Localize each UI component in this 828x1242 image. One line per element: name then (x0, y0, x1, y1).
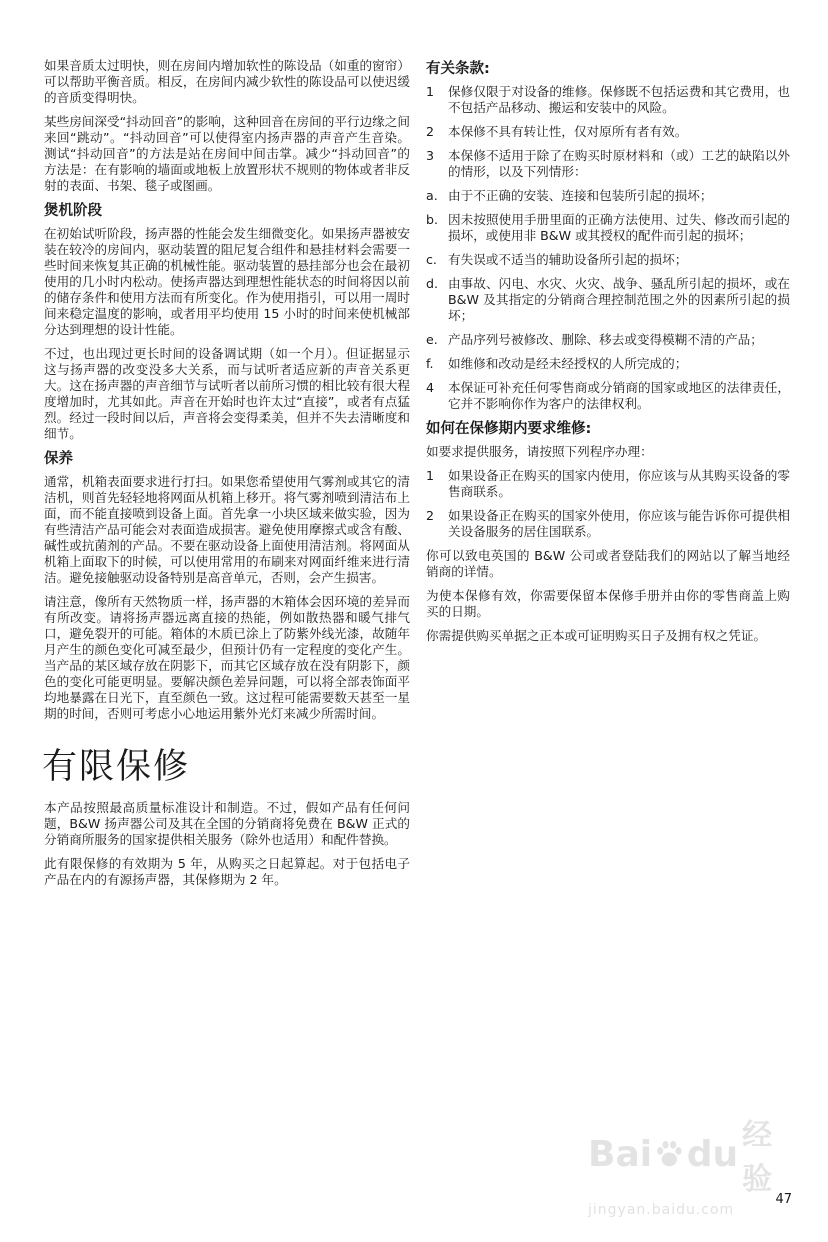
list-item (426, 252, 790, 268)
list-item-text: 由事故、闪电、水灾、火灾、战争、骚乱所引起的损坏，或在 B&W 及其指定的分销商合理控制范围之外的因素所引起的损坏； (448, 276, 790, 323)
break-in-paragraph-1: 在初始试听阶段，扬声器的性能会发生细微变化。如果扬声器被安装在较冷的房间内，驱动装置的阻尼复合组件和悬挂材料会需要一些时间来恢复其正确的机械性能。驱动装置的悬挂部分也会在最初使用的几小时内松动。使扬声器达到理想性能状态的时间将因以前的储存条件和使用方法而有所变化。作为使用指引，可以用一周时间来稳定温度的影响，或者用平均使用 15 小时的时间来使机械部分达到理想的设计性能。 (44, 226, 410, 337)
watermark-logo (588, 1110, 788, 1198)
care-paragraph-1: 通常，机箱表面要求进行打扫。如果您希望使用气雾剂或其它的清洁机，则首先轻轻地将网面从机箱上移开。将气雾剂喷到清洁布上面，而不能直接喷到设备上面。首先拿一小块区域来做实验，因为有些清洁产品可能会对表面造成损害。避免使用摩擦式或含有酸、碱性或抗菌剂的产品。不要在驱动设备上面使用清洁剂。将网面从机箱上面取下的时候，可以使用常用的布刷来对网面纤维来进行清洁。避免接触驱动设备特别是高音单元，否则，会产生损害。 (44, 474, 410, 585)
list-marker: 3 (426, 148, 435, 163)
list-item (426, 84, 790, 116)
warranty-paragraph-1: 本产品按照最高质量标准设计和制造。不过，假如产品有任何问题，B&W 扬声器公司及其在全国的分销商将免费在 B&W 正式的分销商所服务的国家提供相关服务（除外也适用）和配件替换。 (44, 800, 410, 847)
service-paragraph-3: 你需提供购买单据之正本或可证明购买日子及拥有权之凭证。 (426, 628, 767, 643)
list-item (426, 468, 790, 500)
list-marker: a. (426, 188, 438, 203)
list-item-text: 有失误或不适当的辅助设备所引起的损坏； (448, 252, 688, 267)
paw-icon (654, 1134, 685, 1174)
list-item-text: 如果设备正在购买的国家外使用，你应该与能告诉你可提供相关设备服务的居住国联系。 (448, 508, 790, 539)
service-intro: 如要求提供服务，请按照下列程序办理： (426, 444, 653, 459)
list-item-text: 因未按照使用手册里面的正确方法使用、过失、修改而引起的损坏，或使用非 B&W 或其授权的配件而引起的损坏； (448, 212, 790, 243)
service-paragraph-2: 为使本保修有效，你需要保留本保修手册并由你的零售商盖上购买的日期。 (426, 588, 790, 619)
list-item-text: 如果设备正在购买的国家内使用，你应该与从其购买设备的零售商联系。 (448, 468, 790, 499)
list-item (426, 276, 790, 324)
warranty-title: 有限保修 (42, 747, 191, 787)
list-marker: d. (426, 276, 438, 291)
list-marker: b. (426, 212, 438, 227)
list-item-text: 如维修和改动是经未经授权的人所完成的； (448, 356, 688, 371)
service-paragraph-1: 你可以致电英国的 B&W 公司或者登陆我们的网站以了解当地经销商的详情。 (426, 548, 790, 579)
watermark-url: jingyan.baidu.com (588, 1202, 735, 1218)
intro-paragraph-2: 某些房间深受“抖动回音”的影响，这种回音在房间的平行边缘之间来回“跳动”。“抖动回音”可以使得室内扬声器的声音产生音染。测试“抖动回音”的方法是站在房间中间击掌。减少“抖动回音”的方法是：在有影响的墙面或地板上放置形状不规则的物体或者非反射的表面、书架、毯子或图画。 (44, 114, 410, 193)
page-number: 47 (775, 1192, 792, 1207)
list-marker: 2 (426, 124, 435, 139)
service-steps-list (426, 468, 790, 540)
terms-heading: 有关条款: (426, 61, 490, 77)
list-item (426, 332, 790, 348)
service-heading: 如何在保修期内要求维修: (426, 421, 592, 437)
list-item (426, 124, 790, 140)
list-marker: f. (426, 356, 434, 371)
list-marker: c. (426, 252, 437, 267)
list-item (426, 188, 790, 204)
list-item-text: 产品序列号被修改、删除、移去或变得模糊不清的产品； (448, 332, 763, 347)
list-marker: 1 (426, 84, 435, 99)
list-item-text: 本保证可补充任何零售商或分销商的国家或地区的法律责任，它并不影响你作为客户的法律权利。 (448, 380, 790, 411)
warranty-paragraph-2: 此有限保修的有效期为 5 年，从购买之日起算起。对于包括电子产品在内的有源扬声器，其保修期为 2 年。 (44, 856, 410, 887)
list-item-text: 本保修不具有转让性，仅对原所有者有效。 (448, 124, 688, 139)
list-item (426, 356, 790, 372)
list-marker: e. (426, 332, 438, 347)
watermark-logo-text-b: du (686, 1133, 739, 1175)
section-heading-care: 保养 (44, 451, 73, 467)
left-column (44, 58, 410, 896)
list-marker: 2 (426, 508, 435, 523)
list-item (426, 508, 790, 540)
list-item-text: 由于不正确的安装、连接和包装所引起的损坏； (448, 188, 713, 203)
list-item-text: 本保修不适用于除了在购买时原材料和（或）工艺的缺陷以外的情形，以及下列情形： (448, 148, 790, 179)
list-marker: 4 (426, 380, 435, 395)
list-item-text: 保修仅限于对设备的维修。保修既不包括运费和其它费用，也不包括产品移动、搬运和安装中的风险。 (448, 84, 790, 115)
terms-list (426, 84, 790, 412)
list-item (426, 380, 790, 412)
right-column (426, 58, 790, 652)
break-in-paragraph-2: 不过，也出现过更长时间的设备调试期（如一个月）。但证据显示这与扬声器的改变没多大关系，而与试听者适应新的声音关系更大。这在扬声器的声音细节与试听者以前所习惯的相比较有很大程度增加时，尤其如此。声音在开始时也许太过“直接”，或者有点猛烈。经过一段时间以后，声音将会变得柔美，但并不失去清晰度和细节。 (44, 346, 410, 441)
care-paragraph-2: 请注意，像所有天然物质一样，扬声器的木箱体会因环境的差异而有所改变。请将扬声器远离直接的热能，例如散热器和暖气排气口，避免裂开的可能。箱体的木质已涂上了防紫外线光漆，故随年月产生的颜色变化可减至最少，但预计仍有一定程度的变化产生。当产品的某区域存放在阴影下，而其它区域存放在没有阴影下，颜色的变化可能更明显。要解决颜色差异问题，可以将全部表饰面平均地暴露在日光下，直至颜色一致。这过程可能需要数天甚至一星期的时间，否则可考虑小心地运用紫外光灯来减少所需时间。 (44, 594, 410, 721)
list-item (426, 212, 790, 244)
watermark-logo-text-a: Bai (588, 1133, 653, 1175)
intro-paragraph-1: 如果音质太过明快，则在房间内增加软性的陈设品（如重的窗帘）可以帮助平衡音质。相反，在房间内减少软性的陈设品可以使迟缓的音质变得明快。 (44, 58, 410, 105)
list-marker: 1 (426, 468, 435, 483)
watermark-logo-text-c: 经验 (742, 1118, 773, 1197)
list-item (426, 148, 790, 180)
section-heading-break-in: 煲机阶段 (44, 203, 102, 219)
